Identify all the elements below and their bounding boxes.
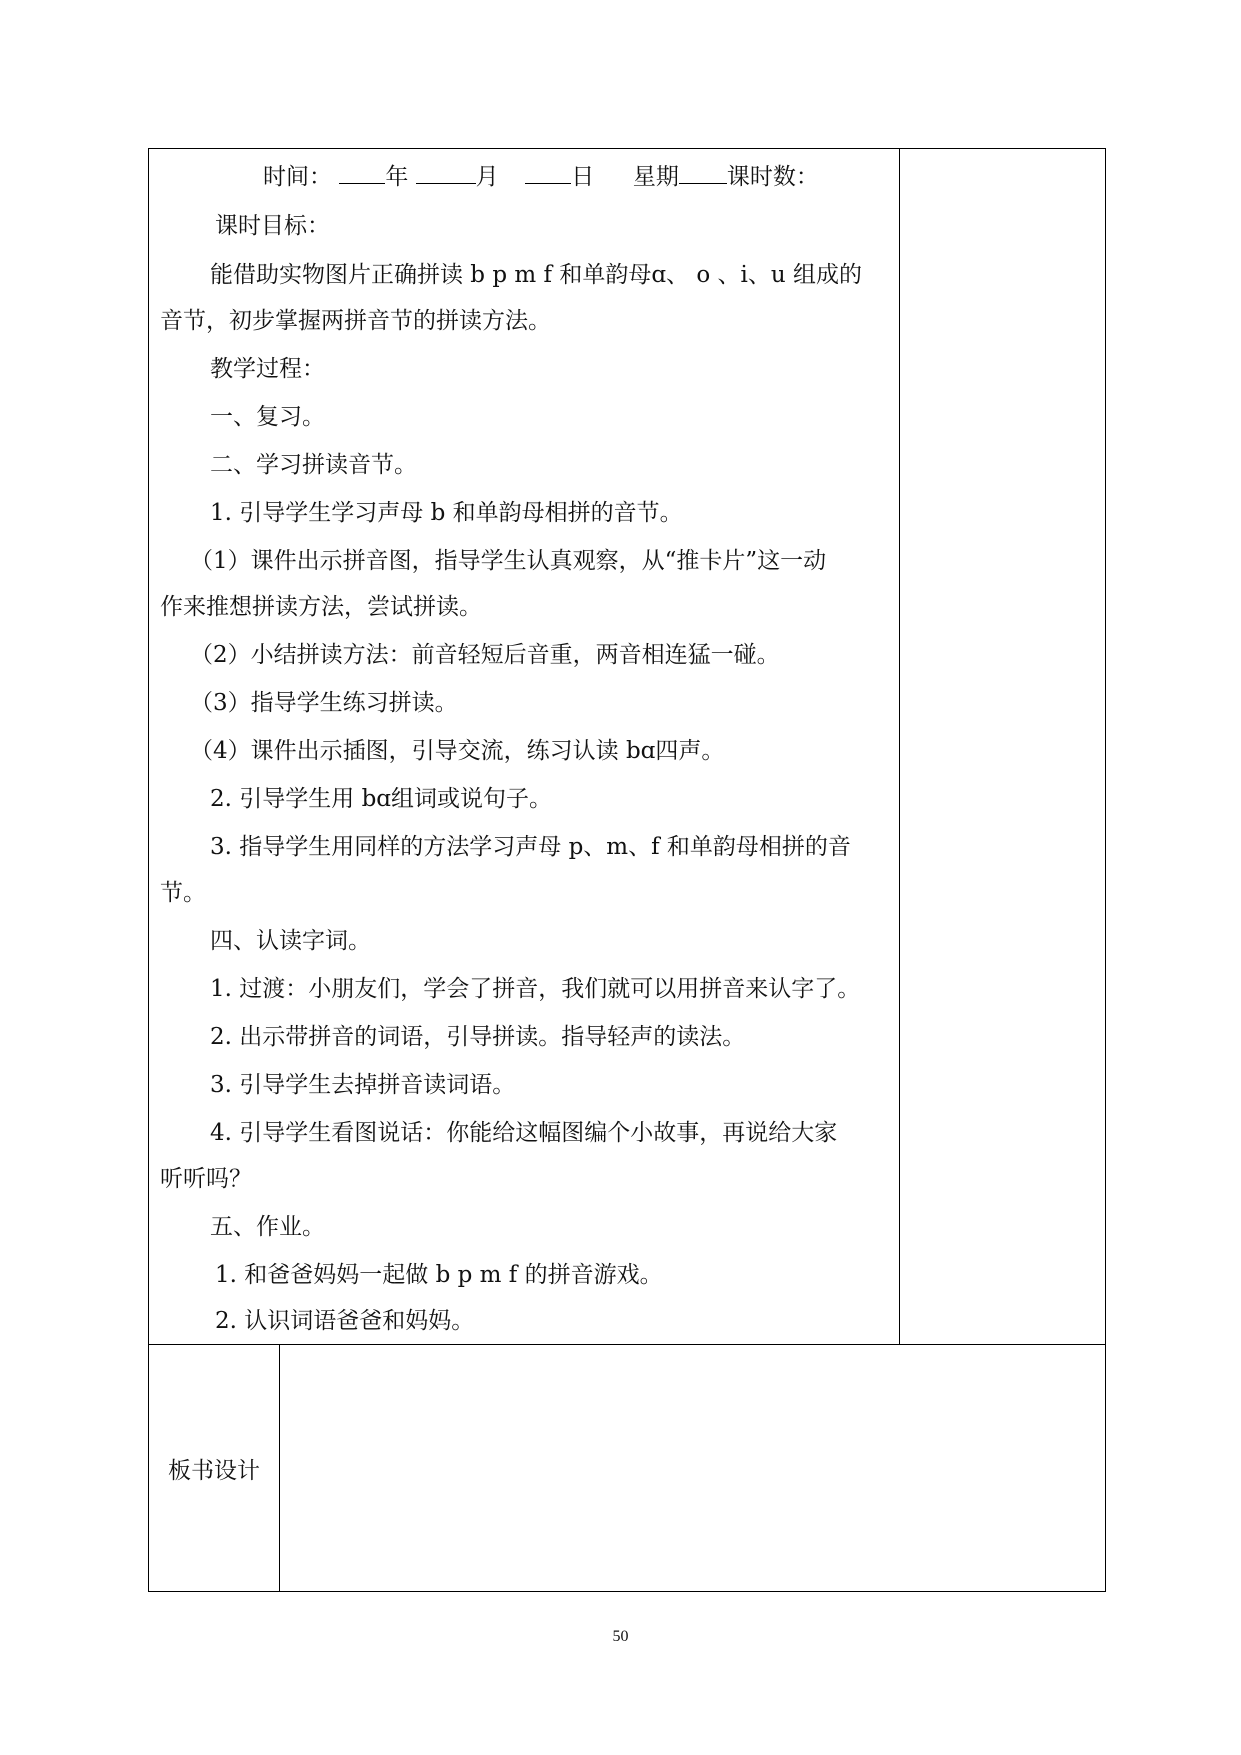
lesson-content	[148, 0, 888, 1345]
board-design-area[interactable]	[281, 1347, 1104, 1590]
week-label: 星期	[632, 164, 679, 190]
step-4-3: 3. 引导学生去掉拼音读词语。	[210, 1072, 516, 1098]
time-label: 时间：	[263, 164, 332, 190]
step-4-4-b: 听听吗？	[160, 1166, 252, 1192]
step-homework: 五、作业。	[210, 1214, 325, 1240]
step-1-1-b: 作来推想拼读方法，尝试拼读。	[160, 594, 482, 620]
step-read-words: 四、认读字词。	[210, 928, 371, 954]
header-line	[263, 162, 819, 192]
notes-column-divider	[899, 148, 900, 1345]
step-review: 一、复习。	[210, 404, 325, 430]
step-learn-syllables: 二、学习拼读音节。	[210, 452, 417, 478]
page-number: 50	[612, 1628, 629, 1645]
step-4-1: 1. 过渡：小朋友们，学会了拼音，我们就可以用拼音来认字了。	[210, 976, 861, 1002]
homework-1: 1. 和爸爸妈妈一起做 b p m f 的拼音游戏。	[215, 1262, 663, 1288]
step-3-b: 节。	[160, 880, 206, 906]
goal-line-1: 能借助实物图片正确拼读 b p m f 和单韵母ɑ、 o 、i、u 组成的	[210, 262, 862, 288]
step-1-1-a: （1）课件出示拼音图，指导学生认真观察，从“推卡片”这一动	[190, 548, 827, 574]
goal-title: 课时目标：	[215, 213, 330, 239]
step-1-2: （2）小结拼读方法：前音轻短后音重，两音相连猛一碰。	[190, 642, 780, 668]
goal-line-2: 音节，初步掌握两拼音节的拼读方法。	[160, 308, 551, 334]
homework-2: 2. 认识词语爸爸和妈妈。	[215, 1308, 475, 1334]
month-label: 月	[475, 164, 499, 190]
step-1-3: （3）指导学生练习拼读。	[190, 690, 458, 716]
step-4-4-a: 4. 引导学生看图说话：你能给这幅图编个小故事，再说给大家	[210, 1120, 838, 1146]
day-label: 日	[571, 164, 595, 190]
step-3-a: 3. 指导学生用同样的方法学习声母 p、m、f 和单韵母相拼的音	[210, 834, 851, 860]
process-title: 教学过程：	[210, 356, 325, 382]
year-blank[interactable]	[339, 163, 385, 184]
step-1-4: （4）课件出示插图，引导交流，练习认读 bɑ四声。	[190, 738, 725, 764]
step-1: 1. 引导学生学习声母 b 和单韵母相拼的音节。	[210, 500, 683, 526]
step-4-2: 2. 出示带拼音的词语，引导拼读。指导轻声的读法。	[210, 1024, 746, 1050]
year-label: 年	[385, 164, 409, 190]
week-blank[interactable]	[679, 163, 727, 184]
step-2: 2. 引导学生用 bɑ组词或说句子。	[210, 786, 553, 812]
board-design-label: 板书设计	[168, 1458, 260, 1484]
month-blank[interactable]	[416, 163, 476, 184]
day-blank[interactable]	[525, 163, 571, 184]
periods-label: 课时数：	[726, 164, 819, 190]
